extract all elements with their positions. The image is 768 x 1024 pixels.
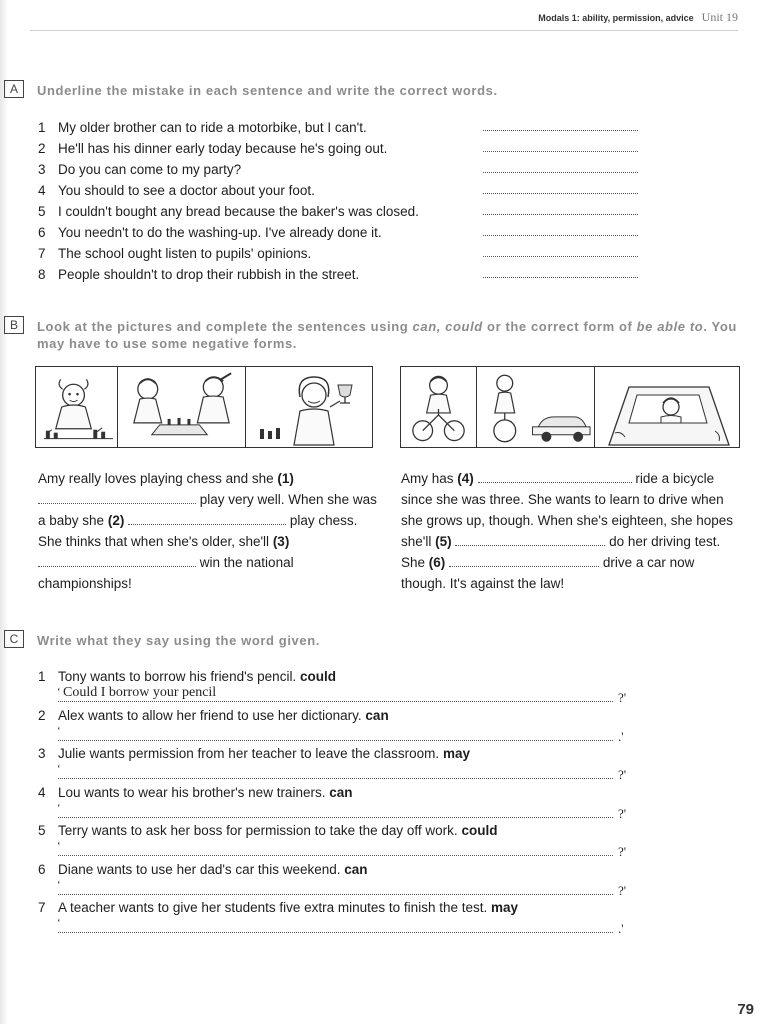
section-c-instruction: Write what they say using the word given. [37,633,320,648]
section-b-letter: B [4,316,24,334]
answer-line[interactable] [483,214,638,215]
blank-line[interactable] [455,535,605,546]
answer-line[interactable]: ‘ [58,878,613,895]
section-b-instruction: Look at the pictures and complete the sentences using can, could or the correct form of be able to. You may have to use some negative forms. [37,319,737,351]
child-on-tricycle-image [401,367,477,447]
girl-with-trophy-image [246,367,372,447]
blank-number: (2) [107,513,125,528]
answer-line[interactable] [483,130,638,131]
blank-line[interactable] [449,556,599,567]
blank-number: (4) [457,471,474,486]
chess-paragraph: Amy really loves playing chess and she (1) play very well. When she was a baby she (2) play chess. She thinks that when she's older, she'll (3) win the national championships! [38,471,377,591]
page-header [538,10,738,25]
picture-strip-bicycle [400,366,740,448]
list-item: 2 He'll has his dinner early today because he's going out. [38,138,419,159]
blank-number: (6) [428,555,446,570]
list-item: 5 Terry wants to ask her boss for permission to take the day off work. could ‘ ?' [38,823,627,859]
list-item: 6 Diane wants to use her dad's car this weekend. can ‘ ?' [38,861,627,898]
list-item: 7 The school ought listen to pupils' opinions. [38,243,419,264]
answer-line[interactable] [483,256,638,257]
header-topic: Modals 1: ability, permission, advice [538,13,694,23]
blank-number: (3) [272,534,290,549]
answer-line[interactable] [483,277,638,278]
section-c-letter: C [4,630,24,648]
list-item: 3 Julie wants permission from her teacher to leave the classroom. may ‘ ?' [38,746,627,782]
answer-line[interactable]: ‘ [58,839,613,856]
blank-number: (1) [277,471,294,486]
girls-playing-chess-image [118,367,246,447]
baby-with-chess-pieces-image [36,367,118,447]
list-item: 7 A teacher wants to give her students five extra minutes to finish the test. may ‘ .' [38,900,624,936]
list-item: 4 You should to see a doctor about your foot. [38,180,419,201]
handwritten-answer: Could I borrow your pencil [63,685,217,700]
header-unit: Unit 19 [701,10,738,24]
answer-line[interactable]: ‘ Could I borrow your pencil [58,685,613,702]
page-number: 79 [737,1001,754,1018]
section-c-list [38,668,627,938]
blank-line[interactable] [478,472,632,483]
answer-line[interactable] [483,235,638,236]
list-item: 5 I couldn't bought any bread because the baker's was closed. [38,201,419,222]
answer-line[interactable] [483,172,638,173]
answer-line[interactable] [483,151,638,152]
list-item: 8 People shouldn't to drop their rubbish in the street. [38,264,419,285]
scan-edge-shadow [0,0,8,1024]
picture-strip-chess [35,366,373,448]
bicycle-paragraph: Amy has (4) ride a bicycle since she was three. She wants to learn to drive when she grows up, though. When she's eighteen, she hopes she'll (5) do her driving test. She (6) drive a car now though. It's against the law! [401,471,734,591]
answer-line[interactable]: ‘ [58,724,613,741]
section-a-list [38,117,419,285]
blank-number: (5) [435,534,452,549]
section-a-letter: A [4,80,24,98]
list-item: 1 Tony wants to borrow his friend's pencil. could ‘ Could I borrow your pencil ?' [38,669,627,705]
list-item: 6 You needn't to do the washing-up. I've already done it. [38,222,419,243]
blank-line[interactable] [128,514,286,525]
woman-driving-car-image [595,367,739,447]
list-item: 1 My older brother can to ride a motorbike, but I can't. [38,117,419,138]
list-item: 2 Alex wants to allow her friend to use her dictionary. can ‘ .' [38,707,624,744]
blank-line[interactable] [38,556,196,567]
list-item: 3 Do you can come to my party? [38,159,419,180]
answer-line[interactable]: ‘ [58,916,613,933]
answer-line[interactable]: ‘ [58,801,613,818]
answer-line[interactable] [483,193,638,194]
answer-line[interactable]: ‘ [58,762,613,779]
section-a-instruction: Underline the mistake in each sentence and write the correct words. [37,83,498,98]
girl-on-bicycle-image [477,367,595,447]
blank-line[interactable] [38,493,196,504]
header-rule [30,30,738,31]
list-item: 4 Lou wants to wear his brother's new trainers. can ‘ ?' [38,784,627,821]
